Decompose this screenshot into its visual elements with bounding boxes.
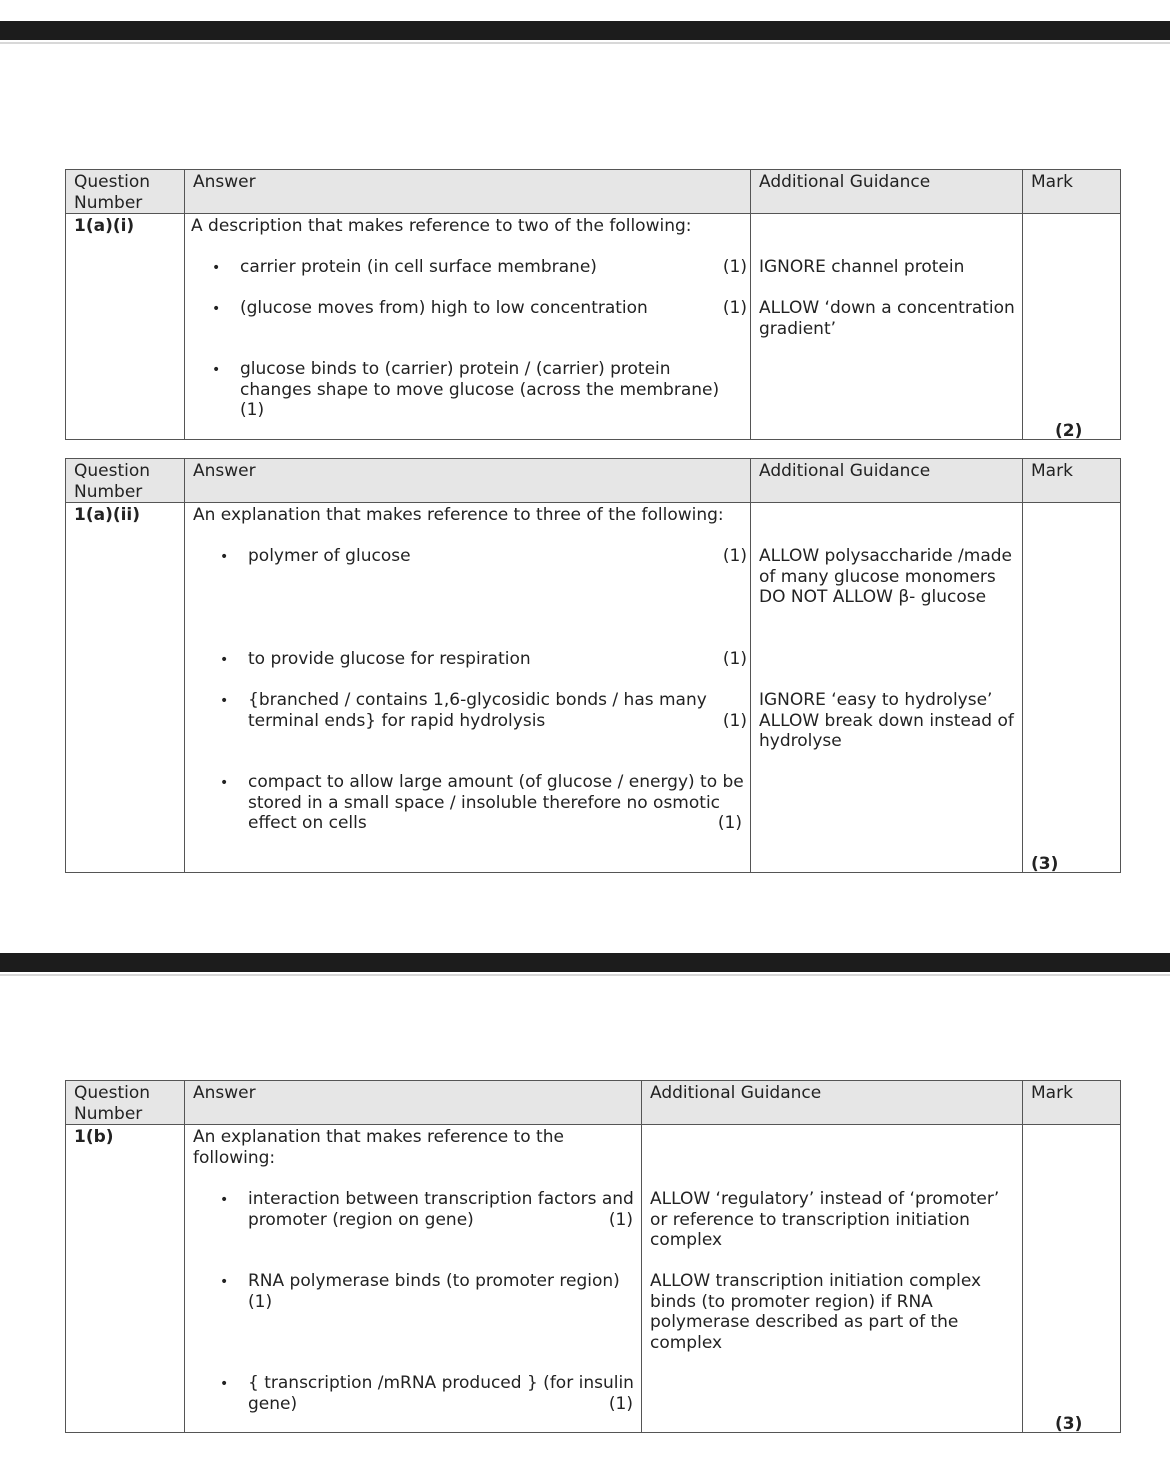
question-number-header: Question Number <box>66 170 185 214</box>
total-mark: (3) <box>1055 1413 1083 1434</box>
guidance-cell <box>751 503 1023 873</box>
answer-point-line: glucose binds to (carrier) protein / (carrier) protein <box>240 359 671 379</box>
answer-point: (glucose moves from) high to low concentration <box>240 298 648 318</box>
guidance-line: IGNORE ‘easy to hydrolyse’ <box>759 690 993 710</box>
answer-point-line: changes shape to move glucose (across the membrane) <box>240 379 720 400</box>
guidance-line: hydrolyse <box>759 731 842 751</box>
point-mark: (1) <box>608 1393 633 1414</box>
guidance-line: binds (to promoter region) if RNA <box>650 1291 933 1312</box>
guidance-line: complex <box>650 1332 723 1353</box>
mark-header: Mark <box>1023 1081 1121 1125</box>
answer-intro: An explanation that makes reference to three of the following: <box>193 505 724 525</box>
answer-intro-line: An explanation that makes reference to the <box>193 1127 564 1147</box>
answer-point-line: (1) <box>240 400 265 420</box>
answer-point-line: RNA polymerase binds (to promoter region) <box>248 1271 620 1291</box>
guidance-header: Additional Guidance <box>751 170 1023 214</box>
point-mark: (1) <box>717 813 742 833</box>
middle-divider-bar <box>0 953 1170 972</box>
point-mark: (1) <box>722 257 747 277</box>
answer-point: carrier protein (in cell surface membrane) <box>240 257 597 277</box>
point-mark: (1) <box>722 546 747 566</box>
bullet-icon: • <box>212 301 221 317</box>
answer-point-line: { transcription /mRNA produced } (for insulin <box>248 1373 634 1393</box>
bullet-icon: • <box>220 652 229 668</box>
bullet-icon: • <box>220 1274 229 1290</box>
mark-header: Mark <box>1023 459 1121 503</box>
answer-intro: A description that makes reference to two of the following: <box>191 216 692 236</box>
bullet-icon: • <box>212 260 221 276</box>
answer-point-line: terminal ends} for rapid hydrolysis <box>248 710 546 731</box>
table-row <box>66 503 1121 873</box>
guidance-header: Additional Guidance <box>642 1081 1023 1125</box>
answer-point-line: stored in a small space / insoluble therefore no osmotic <box>248 792 721 813</box>
mark-scheme-table-1aii <box>65 458 1121 873</box>
bullet-icon: • <box>212 362 221 378</box>
mark-cell <box>1023 1125 1121 1433</box>
total-mark: (2) <box>1055 420 1083 441</box>
guidance-header: Additional Guidance <box>751 459 1023 503</box>
answer-intro-line: following: <box>193 1147 276 1168</box>
table-row <box>66 1125 1121 1433</box>
point-mark: (1) <box>722 298 747 318</box>
point-mark: (1) <box>608 1209 633 1230</box>
answer-point-line: gene) <box>248 1393 298 1414</box>
table-header-row <box>66 170 1121 214</box>
answer-point-line: interaction between transcription factors and <box>248 1189 634 1209</box>
guidance-line: polymerase described as part of the <box>650 1312 959 1332</box>
guidance-line: ALLOW ‘regulatory’ instead of ‘promoter’ <box>650 1189 1000 1209</box>
point-mark: (1) <box>722 649 747 669</box>
mark-scheme-table-1b <box>65 1080 1121 1433</box>
bullet-icon: • <box>220 693 229 709</box>
table-row <box>66 214 1121 440</box>
mark-cell <box>1023 503 1121 873</box>
answer-cell <box>185 1125 642 1433</box>
answer-point-line: {branched / contains 1,6-glycosidic bonds / has many <box>248 690 707 710</box>
answer-cell <box>185 503 751 873</box>
guidance-line: complex <box>650 1230 723 1250</box>
answer-point-line: compact to allow large amount (of glucose / energy) to be <box>248 772 744 792</box>
mark-scheme-table-1ai <box>65 169 1121 440</box>
guidance-text: IGNORE channel protein <box>759 257 965 277</box>
answer-cell <box>185 214 751 440</box>
question-number: 1(a)(i) <box>66 214 185 440</box>
question-number-header: Question Number <box>66 1081 185 1125</box>
table-header-row <box>66 1081 1121 1125</box>
answer-header: Answer <box>185 459 751 503</box>
bullet-icon: • <box>220 775 229 791</box>
guidance-line: ALLOW transcription initiation complex <box>650 1271 982 1291</box>
bullet-icon: • <box>220 549 229 565</box>
guidance-line: ALLOW break down instead of <box>759 710 1014 731</box>
answer-point: to provide glucose for respiration <box>248 649 531 669</box>
guidance-text: ALLOW ‘down a concentration gradient’ <box>759 298 1015 339</box>
answer-point: polymer of glucose <box>248 546 411 566</box>
answer-point-line: (1) <box>248 1291 273 1312</box>
guidance-cell <box>642 1125 1023 1433</box>
question-number: 1(a)(ii) <box>66 503 185 873</box>
guidance-line: DO NOT ALLOW β- glucose <box>759 587 987 607</box>
guidance-cell <box>751 214 1023 440</box>
total-mark: (3) <box>1031 853 1059 874</box>
guidance-line: or reference to transcription initiation <box>650 1209 970 1230</box>
question-number-header: Question Number <box>66 459 185 503</box>
bullet-icon: • <box>220 1376 229 1392</box>
bullet-icon: • <box>220 1192 229 1208</box>
mark-cell <box>1023 214 1121 440</box>
table-header-row <box>66 459 1121 503</box>
mark-header: Mark <box>1023 170 1121 214</box>
answer-header: Answer <box>185 170 751 214</box>
answer-header: Answer <box>185 1081 642 1125</box>
answer-point-line: effect on cells <box>248 813 367 833</box>
guidance-line: of many glucose monomers <box>759 566 996 587</box>
top-divider-bar <box>0 21 1170 40</box>
question-number: 1(b) <box>66 1125 185 1433</box>
point-mark: (1) <box>722 710 747 731</box>
guidance-line: ALLOW polysaccharide /made <box>759 546 1013 566</box>
answer-point-line: promoter (region on gene) <box>248 1209 474 1230</box>
